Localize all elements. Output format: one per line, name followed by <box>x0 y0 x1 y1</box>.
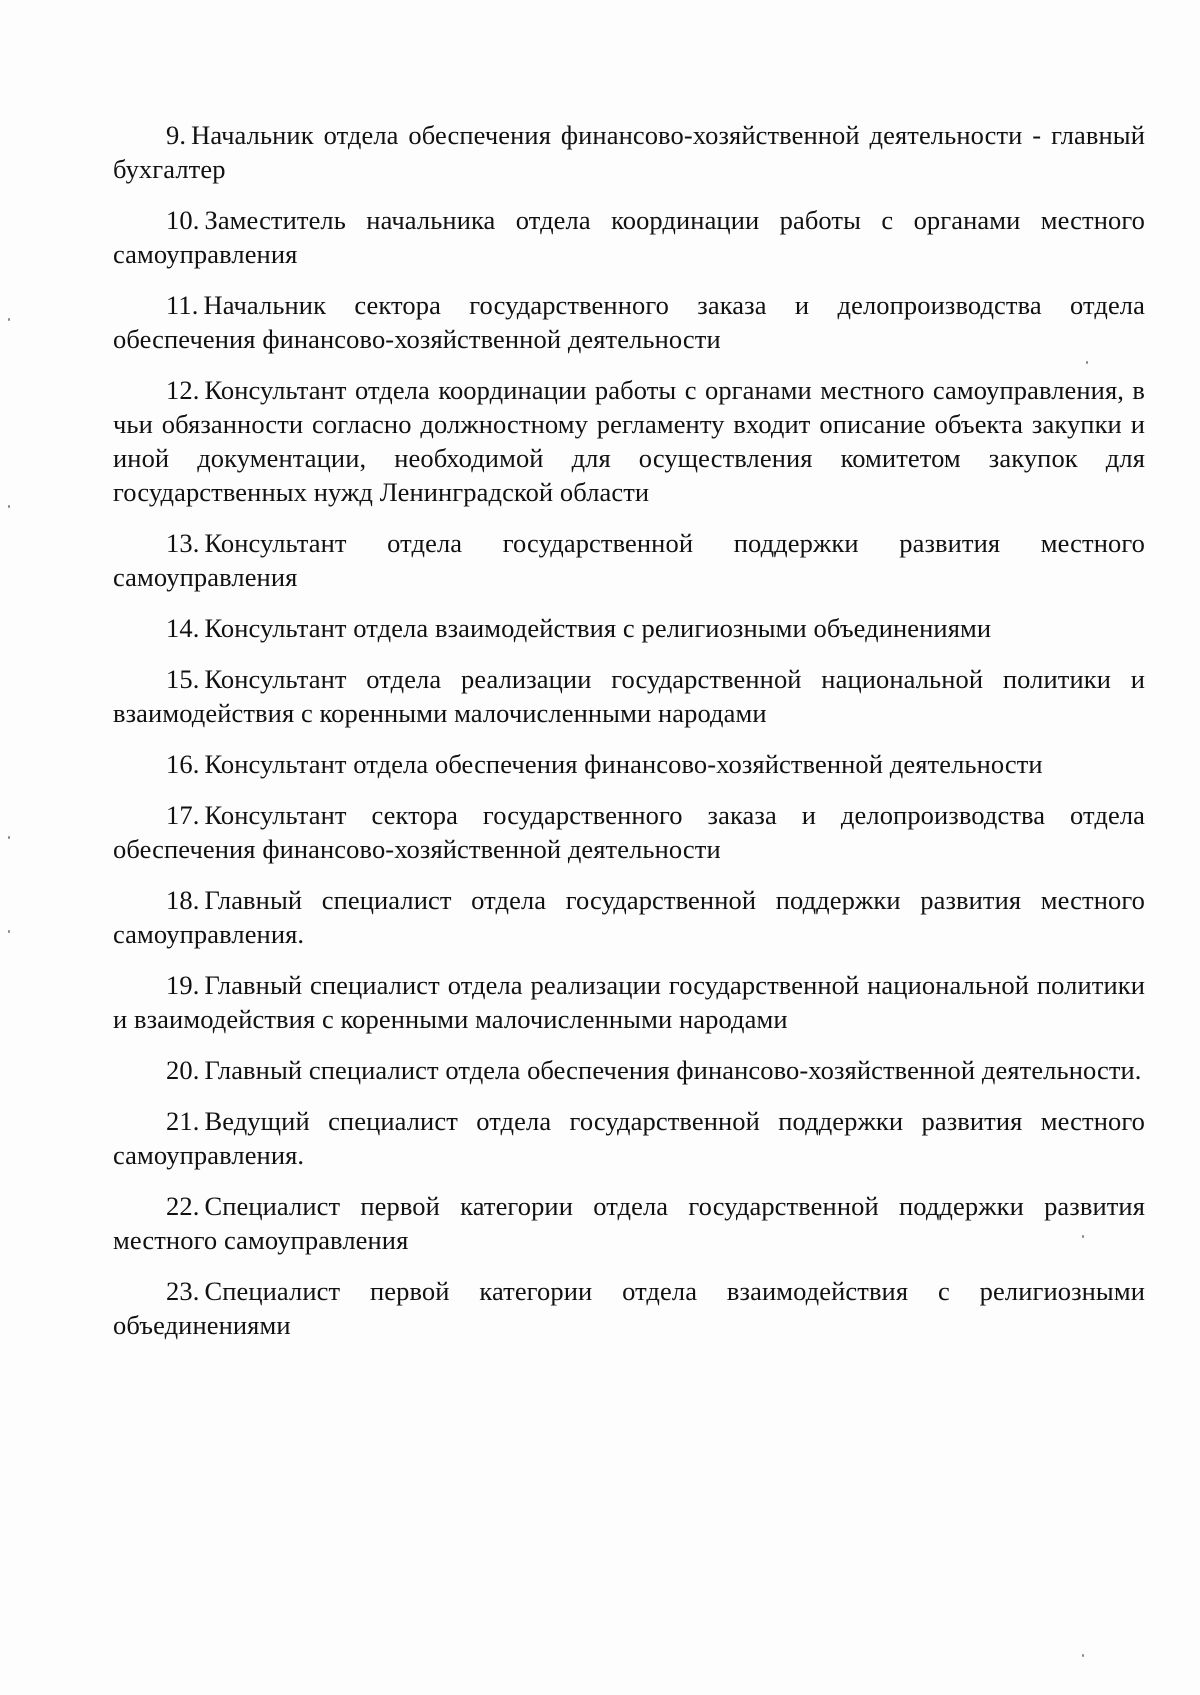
item-text: Специалист первой категории отдела государственной поддержки развития местного самоуправления <box>113 1191 1145 1255</box>
item-text: Консультант отдела взаимодействия с религиозными объединениями <box>204 613 992 643</box>
item-number: 13. <box>166 528 200 558</box>
document-body <box>113 118 1145 1359</box>
item-text: Консультант отдела обеспечения финансово-хозяйственной деятельности <box>204 749 1043 779</box>
item-text: Консультант отдела координации работы с органами местного самоуправления, в чьи обязанности согласно должностному регламенту входит описание объекта закупки и иной документации, необходимой для осуществления комитетом закупок для государственных нужд Ленинградской области <box>113 375 1145 507</box>
item-number: 11. <box>166 290 199 320</box>
list-item <box>113 1189 1145 1257</box>
scan-speck <box>8 505 10 508</box>
list-item <box>113 611 1145 645</box>
item-text: Начальник сектора государственного заказа и делопроизводства отдела обеспечения финансово-хозяйственной деятельности <box>113 290 1145 354</box>
list-item <box>113 203 1145 271</box>
item-number: 9. <box>166 120 187 150</box>
list-item <box>113 1104 1145 1172</box>
item-number: 23. <box>166 1276 200 1306</box>
list-item <box>113 1053 1145 1087</box>
list-item <box>113 662 1145 730</box>
item-text: Начальник отдела обеспечения финансово-хозяйственной деятельности - главный бухгалтер <box>113 120 1145 184</box>
item-number: 17. <box>166 800 200 830</box>
item-text: Главный специалист отдела государственной поддержки развития местного самоуправления. <box>113 885 1145 949</box>
item-text: Ведущий специалист отдела государственной поддержки развития местного самоуправления. <box>113 1106 1145 1170</box>
list-item <box>113 747 1145 781</box>
list-item <box>113 118 1145 186</box>
list-item <box>113 798 1145 866</box>
item-number: 10. <box>166 205 200 235</box>
scan-speck <box>8 836 10 839</box>
item-text: Главный специалист отдела реализации государственной национальной политики и взаимодействия с коренными малочисленными народами <box>113 970 1145 1034</box>
item-text: Заместитель начальника отдела координации работы с органами местного самоуправления <box>113 205 1145 269</box>
list-item <box>113 883 1145 951</box>
scan-speck <box>8 930 10 933</box>
item-text: Главный специалист отдела обеспечения финансово-хозяйственной деятельности. <box>204 1055 1142 1085</box>
item-text: Консультант сектора государственного заказа и делопроизводства отдела обеспечения финансово-хозяйственной деятельности <box>113 800 1145 864</box>
scan-speck <box>8 318 10 321</box>
item-number: 15. <box>166 664 200 694</box>
list-item <box>113 1274 1145 1342</box>
item-number: 12. <box>166 375 200 405</box>
item-number: 22. <box>166 1191 200 1221</box>
item-number: 14. <box>166 613 200 643</box>
list-item <box>113 373 1145 509</box>
list-item <box>113 968 1145 1036</box>
item-number: 19. <box>166 970 200 1000</box>
scan-speck <box>1082 1654 1084 1657</box>
item-text: Консультант отдела государственной поддержки развития местного самоуправления <box>113 528 1145 592</box>
item-text: Специалист первой категории отдела взаимодействия с религиозными объединениями <box>113 1276 1145 1340</box>
item-number: 18. <box>166 885 200 915</box>
list-item <box>113 526 1145 594</box>
item-number: 20. <box>166 1055 200 1085</box>
list-item <box>113 288 1145 356</box>
item-text: Консультант отдела реализации государственной национальной политики и взаимодействия с коренными малочисленными народами <box>113 664 1145 728</box>
item-number: 21. <box>166 1106 200 1136</box>
item-number: 16. <box>166 749 200 779</box>
